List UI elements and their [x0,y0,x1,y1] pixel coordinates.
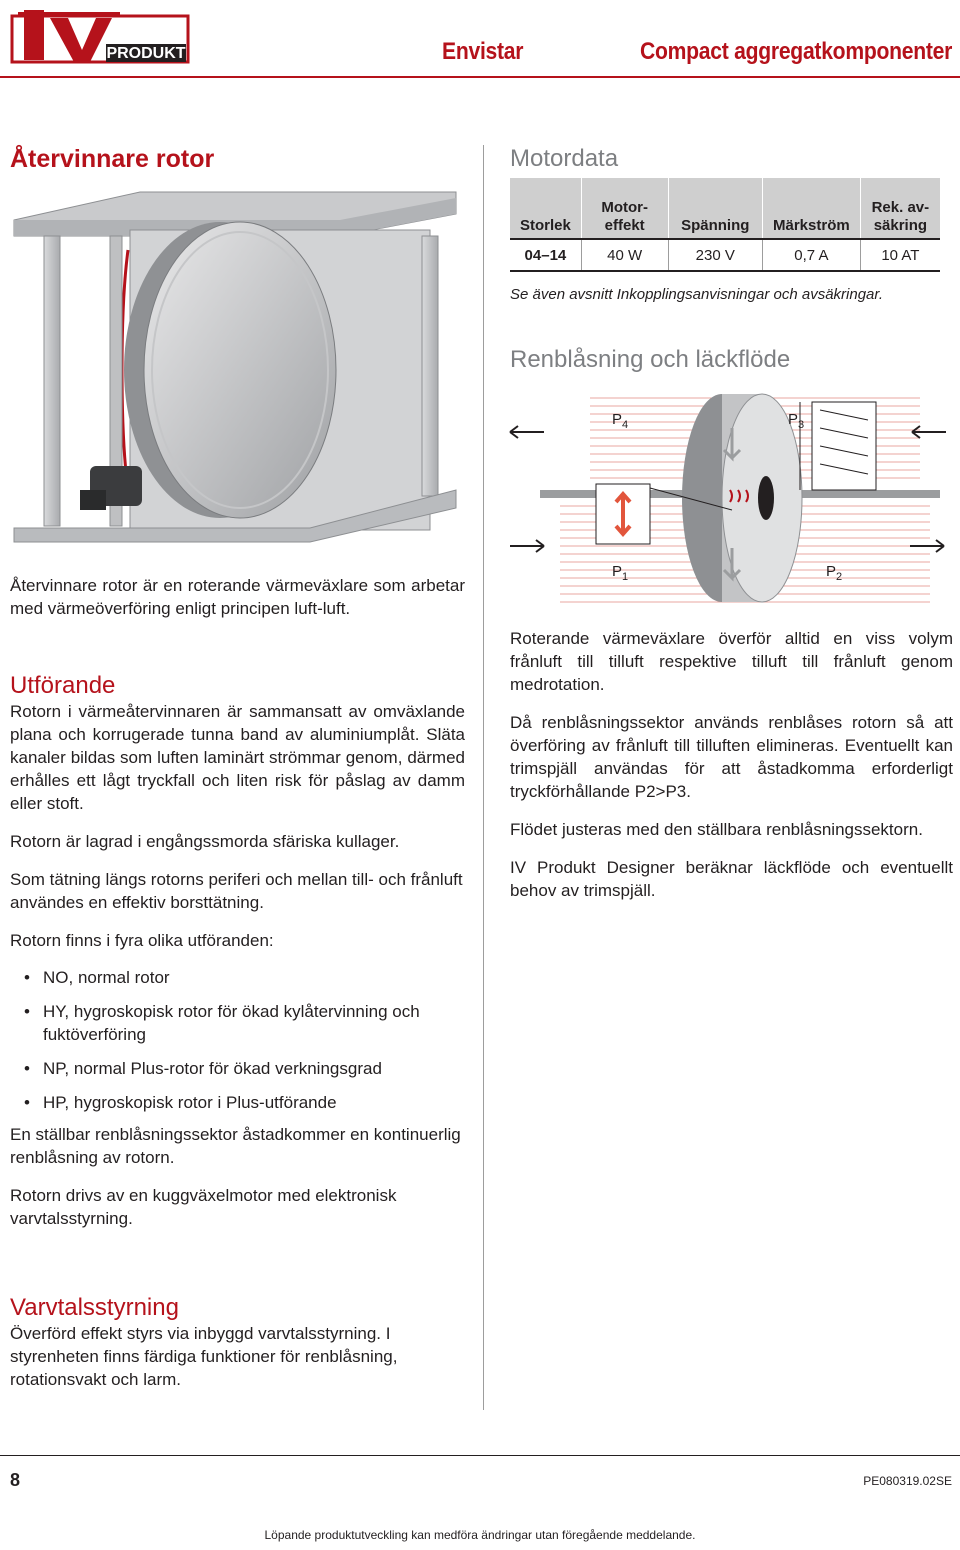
paragraph-construction: Rotorn i värmeåtervinnaren är sammansatt av omväxlande plana och korrugerade tunna band av aluminiumplåt. Släta kanaler bildas som luften laminärt strömmar genom, därmed erhålles ett lågt tryckfall och liten risk för påslag av damm eller stoft. [10,702,465,813]
right-body [510,627,953,902]
paragraph-purging: Då renblåsningssektor används renblåses rotorn så att överföring av frånluft till tilluften elimineras. Eventuellt kan trimspjäll användas för att åstadkomma erforderligt tryckförhållande P2>P3. [510,713,953,801]
cell-motoreffekt: 40 W [581,239,668,271]
col-header-avsakring: Rek. av- säkring [860,178,940,239]
list-item: • HY, hygroskopisk rotor för ökad kylåtervinning och fuktöverföring [24,1002,420,1044]
motor-data-table [510,178,940,272]
list-item: • HP, hygroskopisk rotor i Plus-utförande [24,1093,337,1112]
header-title-product-group: Compact aggregatkomponenter [640,38,953,65]
motor-data-note: Se även avsnitt Inkopplingsanvisningar och avsäkringar. [510,286,883,303]
table-row [510,239,940,271]
footer-disclaimer: Löpande produktutveckling kan medföra ändringar utan föregående meddelande. [264,1528,696,1542]
column-divider [483,145,484,1410]
paragraph-carryover: Roterande värmeväxlare överför alltid en viss volym frånluft till tilluft respektive tilluft till frånluft genom medrotation. [510,629,953,694]
col-header-storlek: Storlek [510,178,581,239]
label-p1: $P_1$ [612,563,629,583]
col-header-markstrom: Märkström [762,178,860,239]
list-item: • NP, normal Plus-rotor för ökad verkningsgrad [24,1059,382,1078]
intro-paragraph: Återvinnare rotor är en roterande värmeväxlare som arbetar med värmeöverföring enligt principen luft-luft. [10,576,465,618]
logo-text: PRODUKT [106,45,186,62]
header-rule [0,76,960,78]
table-header-row [510,178,940,239]
paragraph-variants-intro: Rotorn finns i fyra olika utföranden: [10,931,274,950]
bullet: • [24,1093,30,1112]
bullet: • [24,1002,30,1021]
paragraph-adjust: Flödet justeras med den ställbara renblåsningssektorn. [510,820,923,839]
label-p4: $P_4$ [612,411,629,431]
diagram-heading: Renblåsning och läckflöde [510,346,791,373]
cell-markstrom: 0,7 A [762,239,860,271]
purge-leakage-diagram [500,388,955,613]
col-header-spanning: Spänning [668,178,762,239]
label-p3: $P_3$ [788,411,805,431]
variant-list [10,966,465,1114]
footer-rule [0,1455,960,1456]
paragraph-drive: Rotorn drivs av en kuggväxelmotor med elektronisk varvtalsstyrning. [10,1186,397,1228]
motor-data-heading: Motordata [510,145,619,172]
cell-spanning: 230 V [668,239,762,271]
cell-storlek: 04–14 [510,239,581,271]
paragraph-designer: IV Produkt Designer beräknar läckflöde och eventuellt behov av trimspjäll. [510,858,953,900]
paragraph-purge-sector: En ställbar renblåsningssektor åstadkommer en kontinuerlig renblåsning av rotorn. [10,1125,461,1167]
bullet: • [24,1059,30,1078]
col-header-motoreffekt: Motor- effekt [581,178,668,239]
list-item: • NO, normal rotor [24,968,170,987]
section-heading-utforande: Utförande [10,672,116,699]
paragraph-bearing: Rotorn är lagrad i engångssmorda sfäriska kullager. [10,832,400,851]
section-body-utforande [10,700,465,1230]
rotor-product-image [10,190,470,560]
page-title: Återvinnare rotor [10,145,215,173]
label-p2: $P_2$ [826,563,843,583]
page-number: 8 [10,1470,21,1490]
document-id: PE080319.02SE [863,1474,952,1488]
section-body-varvtalsstyrning: Överförd effekt styrs via inbyggd varvtalsstyrning. I styrenheten finns färdiga funktioner för renblåsning, rotationsvakt och larm. [10,1324,398,1389]
paragraph-sealing: Som tätning längs rotorns periferi och mellan till- och frånluft användes en effektiv borsttätning. [10,870,463,912]
header-title-envistar: Envistar [442,38,524,65]
cell-avsakring: 10 AT [860,239,940,271]
section-heading-varvtalsstyrning: Varvtalsstyrning [10,1294,179,1321]
bullet: • [24,968,30,987]
iv-produkt-logo [10,6,190,66]
